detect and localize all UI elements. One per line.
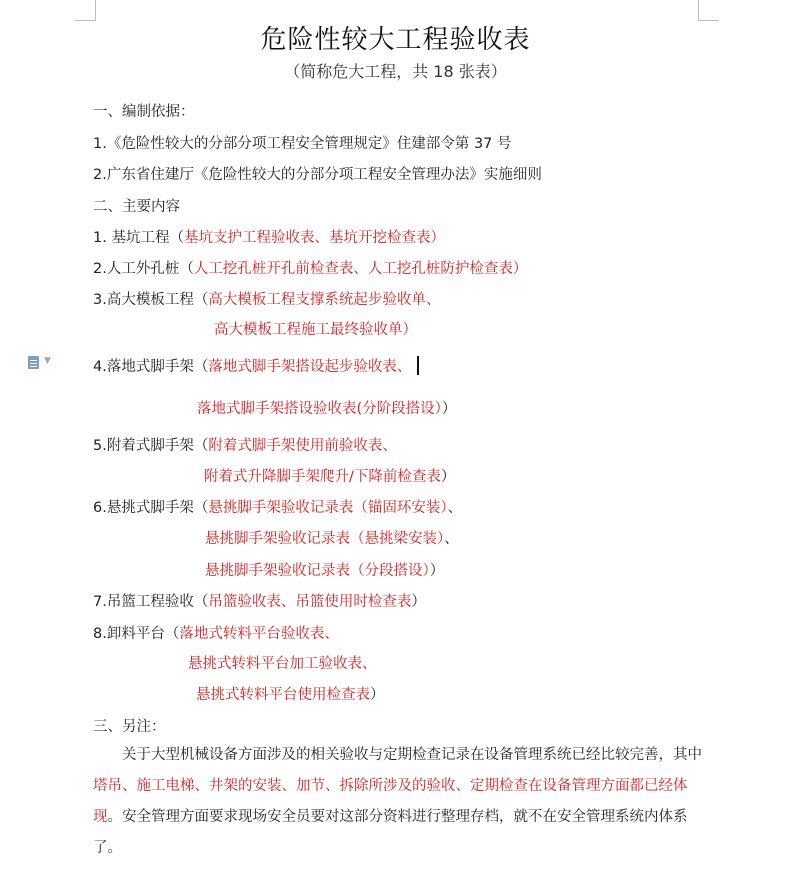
item-forms: 悬挑脚手架验收记录表（分段搭设） <box>205 563 430 579</box>
item-forms: 落地式脚手架搭设验收表(分阶段搭设） <box>197 401 442 417</box>
content-item <box>93 496 462 517</box>
item-label: 6.悬挑式脚手架（ <box>93 500 209 516</box>
basis-item: 2.广东省住建厅《危险性较大的分部分项工程安全管理办法》实施细则 <box>93 167 542 183</box>
text-cursor <box>417 356 419 375</box>
chevron-down-icon[interactable]: ▼ <box>44 356 51 366</box>
item-label: 5.附着式脚手架（ <box>93 438 209 454</box>
item-forms: 悬挑脚手架验收记录表（锚固环安装） <box>208 500 448 516</box>
item-label: 7.吊篮工程验收（ <box>93 594 209 610</box>
basis-item: 1.《危险性较大的分部分项工程安全管理规定》住建部令第 37 号 <box>93 136 512 152</box>
notes-text: 。安全管理方面要求现场安全员要对这部分资料进行整理存档，就不在安全管理系统内体系了。 <box>93 809 688 856</box>
item-forms-continued <box>205 559 444 580</box>
item-close: ） <box>441 401 457 417</box>
item-forms-continued <box>204 465 455 486</box>
item-separator: 、 <box>444 531 459 547</box>
item-forms-continued <box>205 527 459 548</box>
notes-highlight: 塔吊、施工电梯、井架的安装、加节、拆除所涉及的验收、定期检查在设备管理方面都已经体现 <box>93 778 688 825</box>
item-forms: 吊篮验收表、吊篮使用时检查表 <box>208 594 412 610</box>
content-item <box>93 622 339 643</box>
item-forms: 附着式升降脚手架爬升/下降前检查表 <box>204 469 441 485</box>
item-forms: 落地式转料平台验收表、 <box>179 626 339 642</box>
section-heading-notes: 三、另注： <box>93 719 166 735</box>
page-corner-mark <box>75 0 96 21</box>
item-close: ） <box>370 687 385 703</box>
item-forms-continued: 高大模板工程施工最终验收单） <box>214 322 417 338</box>
item-close: ） <box>429 563 445 579</box>
content-item <box>93 257 527 278</box>
document-icon[interactable] <box>28 356 39 369</box>
item-forms-continued <box>196 683 385 704</box>
item-label: 1. 基坑工程（ <box>93 230 184 246</box>
item-forms: 基坑支护工程验收表、基坑开挖检查表） <box>183 230 445 246</box>
item-label: 8.卸料平台（ <box>93 626 180 642</box>
item-forms: 落地式脚手架搭设起步验收表、 <box>208 359 412 375</box>
page-corner-mark <box>698 0 719 21</box>
content-item <box>93 434 397 455</box>
item-forms: 人工挖孔桩开孔前检查表、人工挖孔桩防护检查表） <box>193 261 528 277</box>
content-item <box>93 355 419 376</box>
item-close: ） <box>411 594 426 610</box>
item-forms: 悬挑脚手架验收记录表（悬挑梁安装） <box>205 531 445 547</box>
page-title: 危险性较大工程验收表 <box>260 25 531 55</box>
item-forms-continued <box>197 397 456 418</box>
item-separator: 、 <box>447 500 463 516</box>
item-forms: 高大模板工程支撑系统起步验收单、 <box>208 292 441 308</box>
section-heading-content: 二、主要内容 <box>93 199 180 215</box>
item-forms-continued: 悬挑式转料平台加工验收表、 <box>188 656 377 672</box>
item-label: 2.人工外孔桩（ <box>93 261 194 277</box>
item-forms: 附着式脚手架使用前验收表、 <box>208 438 397 454</box>
content-item <box>93 590 426 611</box>
item-label: 3.高大模板工程（ <box>93 292 209 308</box>
item-forms: 悬挑式转料平台使用检查表 <box>196 687 370 703</box>
notes-text: 关于大型机械设备方面涉及的相关验收与定期检查记录在设备管理系统已经比较完善，其中 <box>122 747 702 763</box>
content-item <box>93 226 445 247</box>
section-heading-basis: 一、编制依据： <box>93 104 195 120</box>
item-close: ） <box>440 469 456 485</box>
content-item <box>93 288 440 309</box>
page-subtitle: （简称危大工程，共 18 张表） <box>284 62 507 81</box>
notes-paragraph <box>93 740 703 864</box>
item-label: 4.落地式脚手架（ <box>93 359 209 375</box>
